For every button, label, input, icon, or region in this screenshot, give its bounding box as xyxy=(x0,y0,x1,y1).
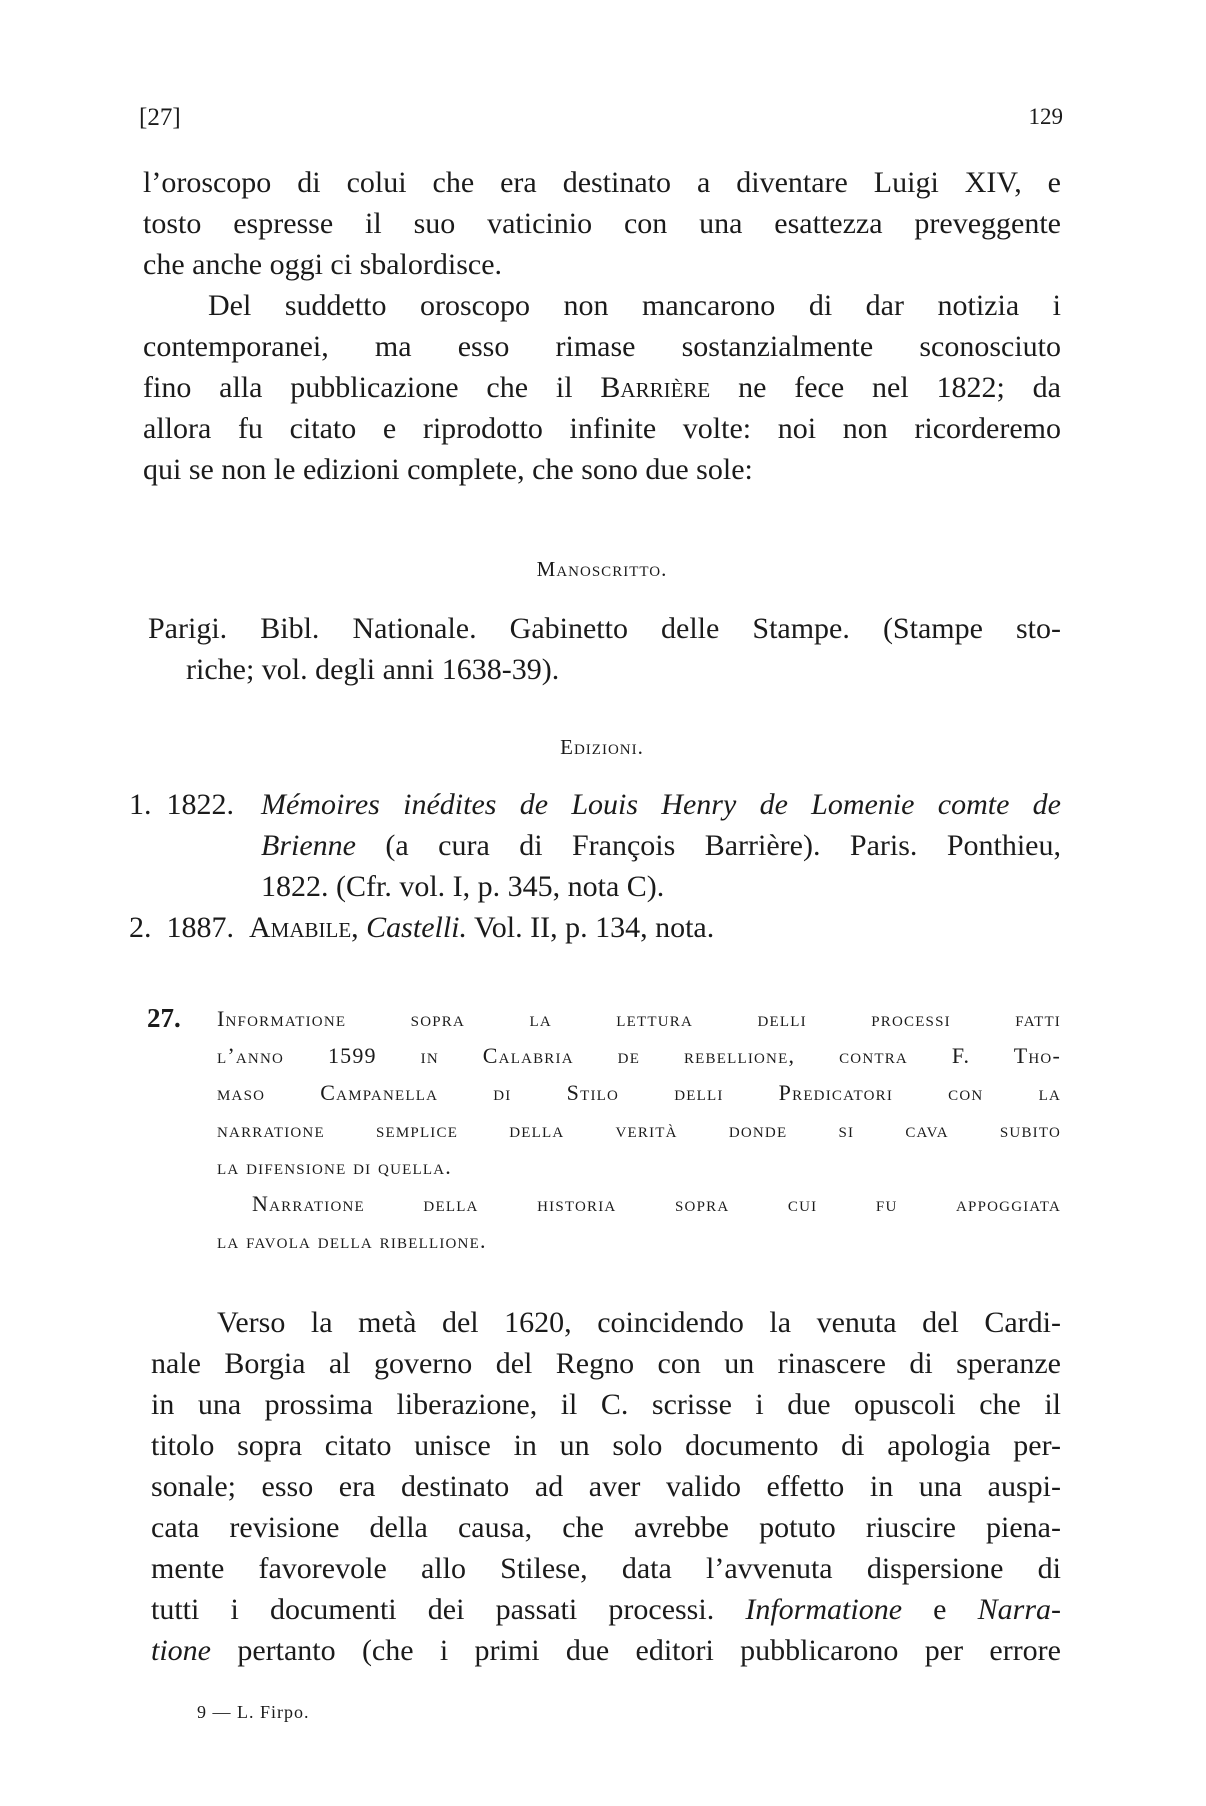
entry-number-header: [27] xyxy=(139,104,181,131)
text-line: 1822. (Cfr. vol. I, p. 345, nota C). xyxy=(261,870,665,903)
editions-list xyxy=(129,784,1061,948)
page-number: 129 xyxy=(1028,104,1063,129)
text-line: allora fu citato e riprodotto infinite volte: noi non ricorderemo xyxy=(143,412,1061,445)
text-line: Verso la metà del 1620, coincidendo la venuta del Cardi- xyxy=(217,1306,1061,1339)
text-line: la favola della ribellione. xyxy=(217,1228,487,1253)
text-line: riche; vol. degli anni 1638-39). xyxy=(186,653,560,686)
text-line: 27. Informatione sopra la lettura delli processi fatti xyxy=(147,1003,1061,1033)
text-line: Narratione della historia sopra cui fu appoggiata xyxy=(252,1191,1061,1216)
text-line: l’anno 1599 in Calabria de rebellione, contra F. Tho- xyxy=(217,1043,1061,1068)
text-line: nale Borgia al governo del Regno con un rinascere di speranze xyxy=(151,1347,1061,1380)
text-line: mente favorevole allo Stilese, data l’avvenuta dispersione di xyxy=(151,1552,1061,1585)
text-line: sonale; esso era destinato ad aver valido effetto in una auspi- xyxy=(151,1470,1061,1503)
manuscript-entry xyxy=(148,608,1061,690)
edition-item: 1. 1822. Mémoires inédites de Louis Henry de Lomenie comte de xyxy=(129,784,1061,825)
body-paragraph xyxy=(151,1302,1061,1671)
editions-heading: Edizioni. xyxy=(560,735,644,759)
entry-number: 27. xyxy=(147,1003,181,1033)
text-line: tosto espresse il suo vaticinio con una esattezza preveggente xyxy=(143,207,1061,240)
entry-title xyxy=(147,1000,1061,1259)
text-line: tione pertanto (che i primi due editori pubblicarono per errore xyxy=(151,1634,1061,1667)
author-name: Barrière xyxy=(600,371,711,404)
text-line: tutti i documenti dei passati processi. Informatione e Narra- xyxy=(151,1593,1061,1626)
text-line: in una prossima liberazione, il C. scrisse i due opuscoli che il xyxy=(151,1388,1061,1421)
text-line: maso Campanella di Stilo delli Predicatori con la xyxy=(217,1080,1061,1105)
text-line: titolo sopra citato unisce in un solo documento di apologia per- xyxy=(151,1429,1061,1462)
edition-item: 2. 1887. Amabile, Castelli. Vol. II, p. 134, nota. xyxy=(129,911,715,944)
text-line: fino alla pubblicazione che il Barrière ne fece nel 1822; da xyxy=(143,371,1061,404)
text-line: cata revisione della causa, che avrebbe potuto riuscire piena- xyxy=(151,1511,1061,1544)
text-line: la difensione di quella. xyxy=(217,1154,452,1179)
text-line: narratione semplice della verità donde si cava subito xyxy=(217,1117,1061,1142)
text-line: che anche oggi ci sbalordisce. xyxy=(143,248,503,281)
text-line: qui se non le edizioni complete, che sono due sole: xyxy=(143,453,753,486)
text-line: l’oroscopo di colui che era destinato a diventare Luigi XIV, e xyxy=(143,166,1061,199)
intro-paragraph xyxy=(143,162,1061,490)
manuscript-heading: Manoscritto. xyxy=(536,557,668,581)
text-line: contemporanei, ma esso rimase sostanzialmente sconosciuto xyxy=(143,330,1061,363)
signature-footer: 9 — L. Firpo. xyxy=(197,1702,310,1722)
text-line: Brienne (a cura di François Barrière). Paris. Ponthieu, xyxy=(261,829,1061,862)
edition-title: Mémoires inédites de Louis Henry de Lomenie comte de xyxy=(261,788,1061,821)
text-line: Del suddetto oroscopo non mancarono di dar notizia i xyxy=(208,289,1061,322)
running-header xyxy=(139,104,1063,138)
text-line: Parigi. Bibl. Nationale. Gabinetto delle Stampe. (Stampe sto- xyxy=(148,612,1061,645)
